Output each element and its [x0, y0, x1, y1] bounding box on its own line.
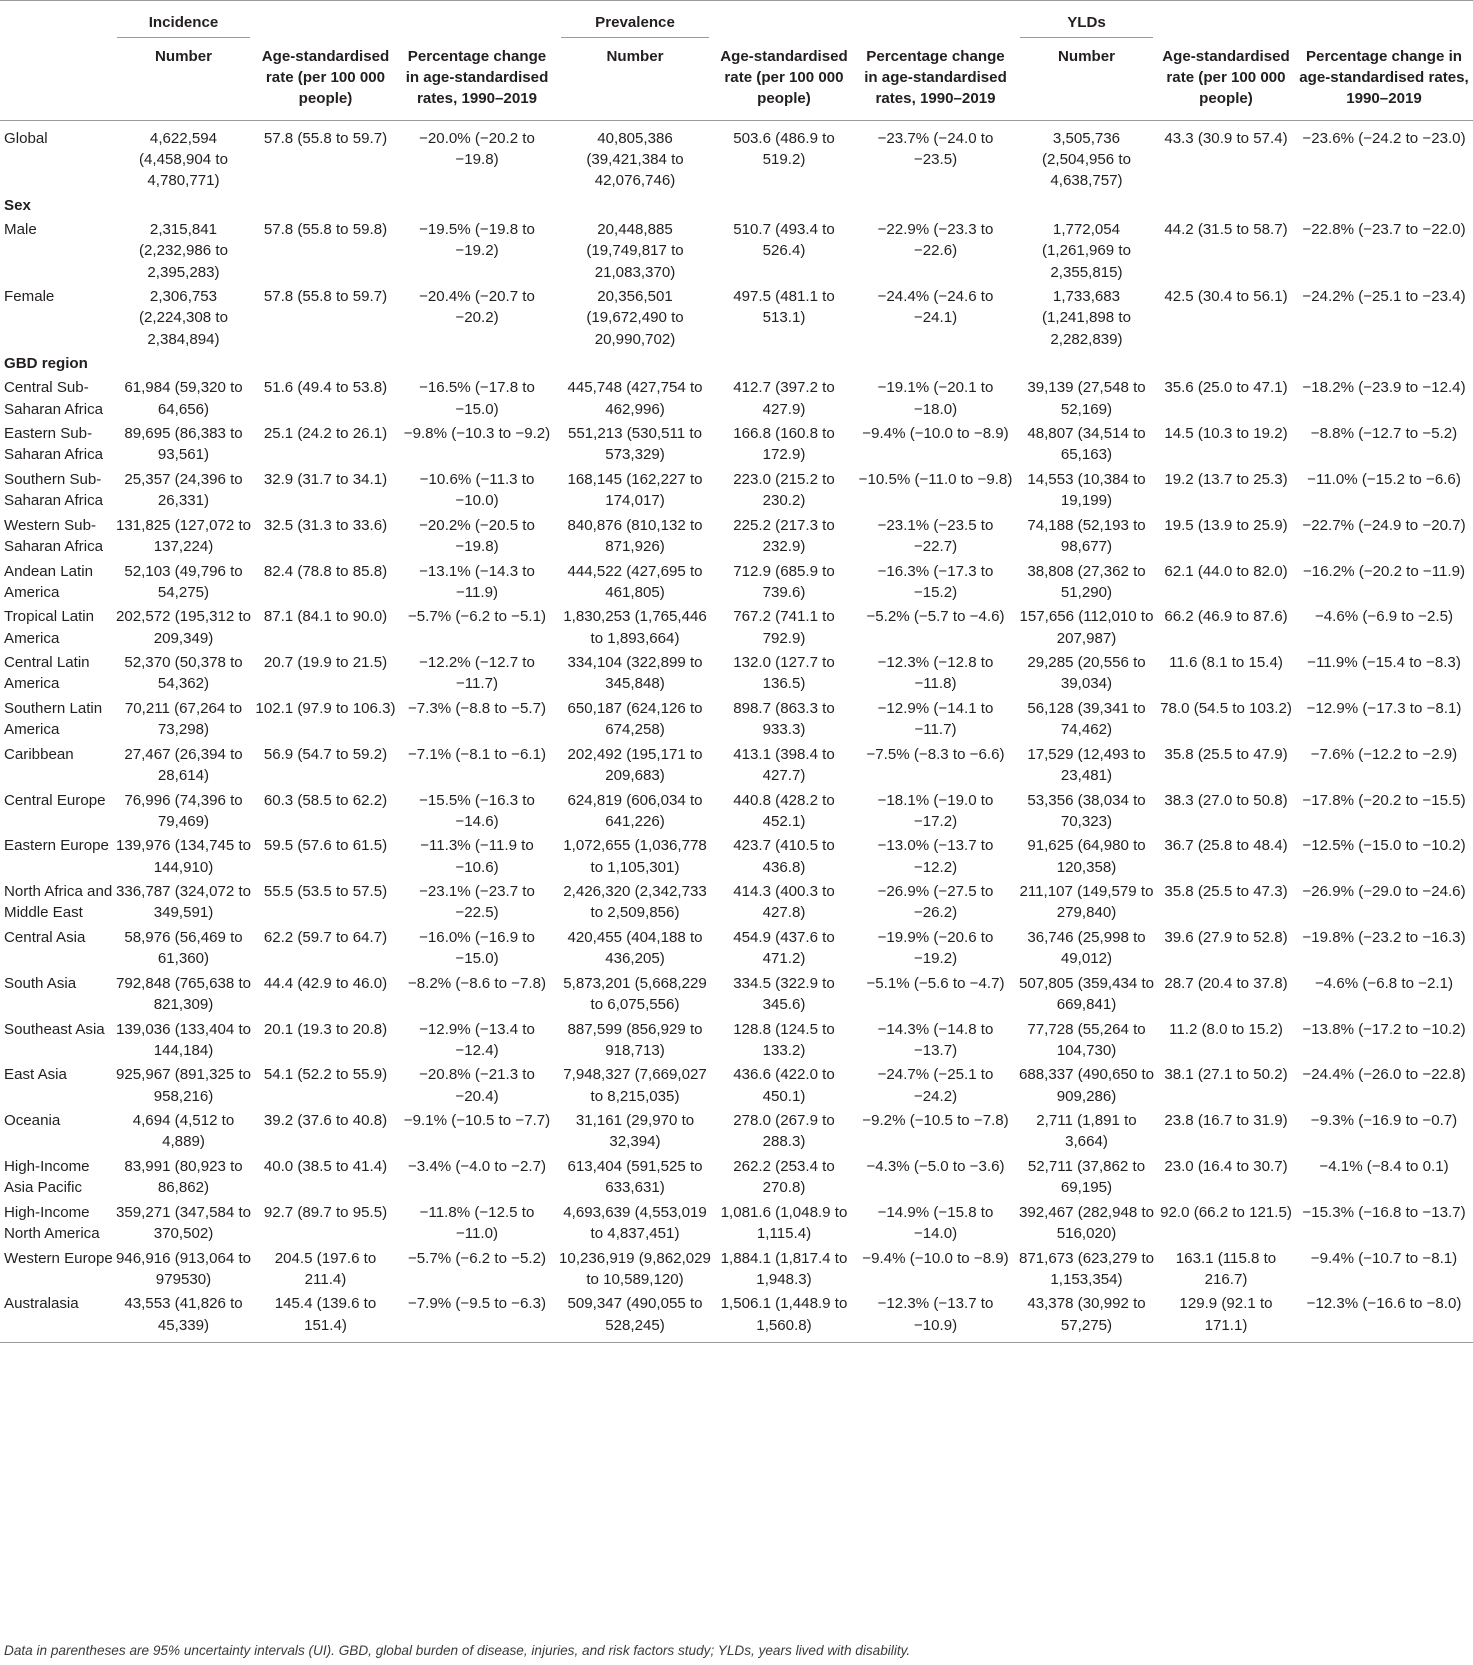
- subheader-row: [0, 38, 1473, 121]
- table-body: [0, 121, 1473, 1343]
- table-row: [0, 973, 1473, 1019]
- table-cell: 40,805,386 (39,421,384 to 42,076,746): [586, 130, 684, 190]
- group-header-row: [0, 1, 1473, 39]
- row-label: Global: [4, 130, 48, 147]
- section-label: Sex: [4, 197, 31, 214]
- row-label: East Asia: [4, 1066, 67, 1084]
- table-cell: −20.0% (−20.2 to −19.8): [419, 130, 535, 169]
- table-cell: −22.9% (−23.3 to −22.6): [877, 221, 994, 260]
- table-cell: 10,236,919 (9,862,029 to 10,589,120): [559, 1249, 711, 1288]
- table-cell: 925,967 (891,325 to 958,216): [115, 1066, 252, 1105]
- table-cell: 211,107 (149,579 to 279,840): [1019, 883, 1154, 922]
- table-cell: 25,357 (24,396 to 26,331): [124, 471, 243, 510]
- table-cell: 7,948,327 (7,669,027 to 8,215,035): [563, 1066, 707, 1105]
- table-cell: 168,145 (162,227 to 174,017): [567, 471, 703, 510]
- subheader-ylds-change: Percentage change in age-standardised rates, 1990–2019: [1295, 38, 1473, 121]
- row-label: Central Europe: [4, 791, 106, 809]
- table-cell: −12.9% (−13.4 to −12.4): [419, 1020, 535, 1059]
- table-cell: 92.7 (89.7 to 95.5): [263, 1203, 388, 1221]
- table-cell: −12.9% (−14.1 to −11.7): [877, 699, 994, 739]
- table-cell: 36,746 (25,998 to 49,012): [1027, 928, 1146, 968]
- row-label: Western Europe: [4, 1249, 113, 1267]
- table-cell: −12.9% (−17.3 to −8.1): [1306, 699, 1462, 717]
- table-cell: 76,996 (74,396 to 79,469): [124, 791, 243, 830]
- table-cell: 25.1 (24.2 to 26.1): [263, 425, 388, 443]
- table-cell: −15.5% (−16.3 to −14.6): [419, 791, 535, 830]
- table-cell: 712.9 (685.9 to 739.6): [733, 562, 835, 601]
- table-cell: 129.9 (92.1 to 171.1): [1157, 1293, 1295, 1342]
- row-label: Southern Sub-Saharan Africa: [4, 471, 104, 510]
- table-cell: −12.3% (−16.6 to −8.0): [1295, 1293, 1473, 1342]
- table-cell: −14.3% (−14.8 to −13.7): [877, 1020, 994, 1059]
- table-cell: −9.4% (−10.7 to −8.1): [1310, 1249, 1458, 1267]
- table-cell: 1,733,683 (1,241,898 to 2,282,839): [1042, 288, 1131, 348]
- row-label: High-Income North America: [4, 1203, 100, 1242]
- table-cell: 131,825 (127,072 to 137,224): [115, 516, 252, 555]
- subheader-prevalence-change: Percentage change in age-standardised rates, 1990–2019: [855, 38, 1016, 121]
- table-cell: 898.7 (863.3 to 933.3): [733, 699, 835, 739]
- table-row: [0, 652, 1473, 698]
- table-cell: 77,728 (55,264 to 104,730): [1027, 1020, 1146, 1059]
- table-cell: 613,404 (591,525 to 633,631): [567, 1157, 703, 1197]
- table-cell: 262.2 (253.4 to 270.8): [733, 1157, 835, 1197]
- table-cell: 139,036 (133,404 to 144,184): [115, 1020, 252, 1059]
- table-cell: −26.9% (−29.0 to −24.6): [1302, 883, 1466, 901]
- table-cell: −24.4% (−26.0 to −22.8): [1302, 1066, 1466, 1084]
- table-cell: 510.7 (493.4 to 526.4): [733, 221, 835, 260]
- table-cell: −10.6% (−11.3 to −10.0): [419, 471, 535, 510]
- table-cell: 497.5 (481.1 to 513.1): [733, 288, 835, 327]
- table-cell: −9.4% (−10.0 to −8.9): [862, 1249, 1009, 1267]
- table-cell: −4.6% (−6.8 to −2.1): [1314, 974, 1454, 992]
- table-cell: 78.0 (54.5 to 103.2): [1160, 699, 1292, 717]
- table-cell: 444,522 (427,695 to 461,805): [567, 562, 703, 601]
- table-cell: −8.2% (−8.6 to −7.8): [407, 974, 547, 992]
- table-cell: 11.6 (8.1 to 15.4): [1169, 654, 1283, 672]
- table-row: [0, 219, 1473, 286]
- row-label: Central Latin America: [4, 654, 90, 693]
- table-cell: −23.7% (−24.0 to −23.5): [877, 130, 994, 169]
- table-cell: −4.3% (−5.0 to −3.6): [866, 1157, 1005, 1175]
- table-cell: −24.7% (−25.1 to −24.2): [877, 1066, 994, 1105]
- table-row: [0, 377, 1473, 423]
- table-row: [0, 423, 1473, 469]
- table-cell: −9.8% (−10.3 to −9.2): [403, 425, 551, 443]
- table-cell: 4,693,639 (4,553,019 to 4,837,451): [563, 1203, 707, 1242]
- table-cell: 48,807 (34,514 to 65,163): [1027, 425, 1146, 464]
- table-cell: −16.0% (−16.9 to −15.0): [419, 928, 535, 968]
- table-cell: 91,625 (64,980 to 120,358): [1027, 837, 1146, 876]
- table-cell: 20,448,885 (19,749,817 to 21,083,370): [586, 221, 684, 281]
- table-cell: −20.4% (−20.7 to −20.2): [419, 288, 535, 327]
- table-cell: 871,673 (623,279 to 1,153,354): [1018, 1249, 1155, 1288]
- row-label: Male: [4, 221, 37, 239]
- table-cell: 163.1 (115.8 to 216.7): [1175, 1249, 1277, 1288]
- subheader-ylds-rate: Age-standardised rate (per 100 000 people): [1157, 38, 1295, 121]
- table-cell: 39.6 (27.9 to 52.8): [1164, 928, 1288, 946]
- table-cell: −10.5% (−11.0 to −9.8): [858, 471, 1013, 488]
- table-cell: 35.8 (25.5 to 47.9): [1164, 745, 1288, 763]
- row-label: Southern Latin America: [4, 699, 103, 739]
- table-cell: −23.1% (−23.5 to −22.7): [877, 516, 994, 555]
- table-cell: 223.0 (215.2 to 230.2): [733, 471, 835, 510]
- table-cell: 14.5 (10.3 to 19.2): [1164, 425, 1288, 443]
- table-cell: 43.3 (30.9 to 57.4): [1164, 130, 1288, 147]
- table-cell: 157,656 (112,010 to 207,987): [1019, 608, 1154, 647]
- group-header-incidence: Incidence: [113, 1, 254, 39]
- table-cell: 57.8 (55.8 to 59.7): [263, 130, 388, 147]
- subheader-prevalence-rate: Age-standardised rate (per 100 000 people): [713, 38, 855, 121]
- table-cell: 420,455 (404,188 to 436,205): [567, 928, 703, 968]
- table-cell: −16.2% (−20.2 to −11.9): [1302, 562, 1466, 580]
- table-cell: −24.4% (−24.6 to −24.1): [877, 288, 994, 327]
- table-row: [0, 1202, 1473, 1248]
- table-cell: 35.6 (25.0 to 47.1): [1164, 379, 1288, 397]
- row-label: Central Sub-Saharan Africa: [4, 379, 104, 418]
- table-cell: −13.1% (−14.3 to −11.9): [419, 562, 535, 601]
- table-row: [0, 1064, 1473, 1110]
- table-cell: 70,211 (67,264 to 73,298): [124, 699, 243, 739]
- table-cell: −5.1% (−5.6 to −4.7): [866, 974, 1005, 992]
- table-row: [0, 927, 1473, 973]
- table-row: [0, 1156, 1473, 1202]
- table-cell: −11.8% (−12.5 to −11.0): [419, 1203, 535, 1242]
- table-cell: −7.3% (−8.8 to −5.7): [407, 699, 547, 717]
- table-cell: 87.1 (84.1 to 90.0): [263, 608, 388, 626]
- row-label: Caribbean: [4, 745, 74, 763]
- table-cell: 42.5 (30.4 to 56.1): [1164, 288, 1288, 306]
- table-row: [0, 121, 1473, 196]
- table-row: [0, 698, 1473, 744]
- table-cell: 334,104 (322,899 to 345,848): [567, 654, 703, 693]
- row-label: Western Sub-Saharan Africa: [4, 516, 104, 555]
- row-label: Oceania: [4, 1112, 61, 1130]
- table-row: [0, 1110, 1473, 1156]
- table-cell: 392,467 (282,948 to 516,020): [1018, 1203, 1155, 1242]
- table-cell: 52,711 (37,862 to 69,195): [1027, 1157, 1146, 1197]
- table-cell: 44.4 (42.9 to 46.0): [263, 974, 388, 992]
- table-cell: −19.8% (−23.2 to −16.3): [1302, 928, 1466, 946]
- table-cell: 14,553 (10,384 to 19,199): [1027, 471, 1146, 510]
- table-cell: −12.2% (−12.7 to −11.7): [419, 654, 535, 693]
- row-label: High-Income Asia Pacific: [4, 1157, 90, 1197]
- table-cell: 44.2 (31.5 to 58.7): [1164, 221, 1288, 239]
- row-label: North Africa and Middle East: [4, 883, 113, 922]
- table-cell: 334.5 (322.9 to 345.6): [733, 974, 835, 1013]
- table-cell: −5.7% (−6.2 to −5.2): [407, 1249, 547, 1267]
- table-cell: −7.9% (−9.5 to −6.3): [397, 1293, 557, 1342]
- table-cell: −18.2% (−23.9 to −12.4): [1302, 379, 1466, 397]
- table-row: [0, 1293, 1473, 1342]
- table-cell: 54.1 (52.2 to 55.9): [263, 1066, 388, 1084]
- table-cell: 887,599 (856,929 to 918,713): [567, 1020, 703, 1059]
- subheader-incidence-number: Number: [113, 38, 254, 121]
- table-cell: 624,819 (606,034 to 641,226): [567, 791, 703, 830]
- table-cell: −11.3% (−11.9 to −10.6): [420, 837, 534, 876]
- table-cell: 17,529 (12,493 to 23,481): [1027, 745, 1146, 784]
- subheader-prevalence-number: Number: [557, 38, 713, 121]
- table-cell: −13.8% (−17.2 to −10.2): [1302, 1020, 1466, 1038]
- table-cell: 89,695 (86,383 to 93,561): [124, 425, 243, 464]
- table-cell: 2,711 (1,891 to 3,664): [1036, 1112, 1137, 1151]
- table-cell: −3.4% (−4.0 to −2.7): [407, 1157, 547, 1175]
- subheader-ylds-number: Number: [1016, 38, 1157, 121]
- table-cell: −7.1% (−8.1 to −6.1): [407, 745, 547, 763]
- table-cell: 19.2 (13.7 to 25.3): [1164, 471, 1288, 488]
- table-cell: 19.5 (13.9 to 25.9): [1164, 516, 1288, 534]
- table-cell: −24.2% (−25.1 to −23.4): [1302, 288, 1466, 306]
- table-cell: −4.6% (−6.9 to −2.5): [1314, 608, 1454, 626]
- table-cell: 202,492 (195,171 to 209,683): [567, 745, 703, 784]
- table-cell: −5.2% (−5.7 to −4.6): [866, 608, 1005, 626]
- table-cell: 11.2 (8.0 to 15.2): [1169, 1020, 1283, 1038]
- table-cell: 2,315,841 (2,232,986 to 2,395,283): [139, 221, 228, 281]
- table-cell: 36.7 (25.8 to 48.4): [1164, 837, 1288, 855]
- table-cell: 43,378 (30,992 to 57,275): [1016, 1293, 1157, 1342]
- table-cell: 2,306,753 (2,224,308 to 2,384,894): [139, 288, 228, 348]
- table-header: [0, 1, 1473, 121]
- table-cell: 336,787 (324,072 to 349,591): [115, 883, 252, 922]
- table-cell: 204.5 (197.6 to 211.4): [274, 1249, 377, 1288]
- table-cell: −12.5% (−15.0 to −10.2): [1302, 837, 1466, 855]
- table-cell: 43,553 (41,826 to 45,339): [113, 1293, 254, 1342]
- table-row: [0, 1019, 1473, 1065]
- table-cell: 56,128 (39,341 to 74,462): [1027, 699, 1146, 739]
- table-cell: 132.0 (127.7 to 136.5): [733, 654, 835, 693]
- table-cell: 4,622,594 (4,458,904 to 4,780,771): [139, 130, 228, 190]
- table-cell: 57.8 (55.8 to 59.7): [263, 288, 388, 306]
- table-cell: 56.9 (54.7 to 59.2): [263, 745, 388, 763]
- section-label: GBD region: [4, 355, 88, 373]
- table-cell: −9.4% (−10.0 to −8.9): [862, 425, 1009, 443]
- table-cell: −19.9% (−20.6 to −19.2): [877, 928, 994, 968]
- table-cell: −14.9% (−15.8 to −14.0): [877, 1203, 994, 1242]
- table-cell: 35.8 (25.5 to 47.3): [1164, 883, 1288, 901]
- table-cell: 62.1 (44.0 to 82.0): [1164, 562, 1288, 580]
- table-cell: 650,187 (624,126 to 674,258): [567, 699, 703, 739]
- table-cell: −9.3% (−16.9 to −0.7): [1310, 1112, 1458, 1130]
- table-cell: 202,572 (195,312 to 209,349): [115, 608, 252, 647]
- table-cell: 40.0 (38.5 to 41.4): [263, 1157, 388, 1175]
- table-cell: 38.3 (27.0 to 50.8): [1164, 791, 1288, 809]
- table-cell: 225.2 (217.3 to 232.9): [733, 516, 835, 555]
- table-cell: 92.0 (66.2 to 121.5): [1160, 1203, 1292, 1221]
- table-row: [0, 286, 1473, 353]
- table-cell: 2,426,320 (2,342,733 to 2,509,856): [563, 883, 707, 922]
- table-cell: −22.8% (−23.7 to −22.0): [1302, 221, 1466, 239]
- table-cell: −20.8% (−21.3 to −20.4): [419, 1066, 535, 1105]
- table-cell: −7.5% (−8.3 to −6.6): [866, 745, 1005, 763]
- table-cell: 128.8 (124.5 to 133.2): [733, 1020, 835, 1059]
- table-cell: 166.8 (160.8 to 172.9): [733, 425, 835, 464]
- table-cell: −19.5% (−19.8 to −19.2): [419, 221, 535, 260]
- table-cell: −23.6% (−24.2 to −23.0): [1302, 130, 1466, 147]
- table-cell: 58,976 (56,469 to 61,360): [124, 928, 243, 968]
- table-cell: 27,467 (26,394 to 28,614): [124, 745, 243, 784]
- table-cell: −17.8% (−20.2 to −15.5): [1302, 791, 1466, 809]
- table-cell: 83,991 (80,923 to 86,862): [124, 1157, 243, 1197]
- row-label: Southeast Asia: [4, 1020, 105, 1038]
- table-row: [0, 1248, 1473, 1294]
- table-footnote: Data in parentheses are 95% uncertainty intervals (UI). GBD, global burden of disease, injuries, and risk factors study; YLDs, years lived with disability.: [4, 1643, 911, 1658]
- table-cell: 278.0 (267.9 to 288.3): [733, 1112, 835, 1151]
- table-row: [0, 835, 1473, 881]
- table-cell: 53,356 (38,034 to 70,323): [1027, 791, 1146, 830]
- table-cell: 39.2 (37.6 to 40.8): [263, 1112, 388, 1130]
- table-cell: −12.3% (−13.7 to −10.9): [855, 1293, 1016, 1342]
- row-label: Female: [4, 288, 55, 306]
- table-row: [0, 744, 1473, 790]
- table-cell: 23.8 (16.7 to 31.9): [1164, 1112, 1288, 1130]
- table-cell: 52,103 (49,796 to 54,275): [124, 562, 243, 601]
- table-cell: −9.1% (−10.5 to −7.7): [403, 1112, 551, 1130]
- table-cell: 139,976 (134,745 to 144,910): [115, 837, 252, 876]
- table-cell: 20,356,501 (19,672,490 to 20,990,702): [586, 288, 684, 348]
- table-cell: 20.7 (19.9 to 21.5): [263, 654, 388, 672]
- table-row: [0, 469, 1473, 515]
- table-cell: 31,161 (29,970 to 32,394): [575, 1112, 695, 1151]
- table-row: [0, 561, 1473, 607]
- table-cell: 4,694 (4,512 to 4,889): [132, 1112, 235, 1151]
- table-row: [0, 881, 1473, 927]
- table-cell: 440.8 (428.2 to 452.1): [733, 791, 835, 830]
- table-cell: −4.1% (−8.4 to 0.1): [1319, 1157, 1449, 1175]
- table-cell: −18.1% (−19.0 to −17.2): [877, 791, 994, 830]
- table-cell: −9.2% (−10.5 to −7.8): [862, 1112, 1009, 1130]
- table-cell: 38,808 (27,362 to 51,290): [1027, 562, 1146, 601]
- table-cell: −12.3% (−12.8 to −11.8): [877, 654, 994, 693]
- table-cell: 792,848 (765,638 to 821,309): [115, 974, 252, 1013]
- table-cell: 74,188 (52,193 to 98,677): [1027, 516, 1146, 555]
- table-cell: 509,347 (490,055 to 528,245): [557, 1293, 713, 1342]
- table-cell: 55.5 (53.5 to 57.5): [263, 883, 388, 901]
- table-cell: −5.7% (−6.2 to −5.1): [407, 608, 547, 626]
- section-header-row: [0, 353, 1473, 377]
- table-row: [0, 790, 1473, 836]
- table-cell: 57.8 (55.8 to 59.8): [263, 221, 388, 239]
- table-cell: 413.1 (398.4 to 427.7): [733, 745, 835, 784]
- table-cell: 145.4 (139.6 to 151.4): [254, 1293, 397, 1342]
- table-cell: −16.5% (−17.8 to −15.0): [419, 379, 535, 418]
- table-cell: 62.2 (59.7 to 64.7): [263, 928, 388, 946]
- table-cell: 1,072,655 (1,036,778 to 1,105,301): [563, 837, 707, 876]
- table-cell: −20.2% (−20.5 to −19.8): [419, 516, 535, 555]
- table-cell: 3,505,736 (2,504,956 to 4,638,757): [1042, 130, 1131, 190]
- table-cell: −7.6% (−12.2 to −2.9): [1310, 745, 1458, 763]
- table-cell: 60.3 (58.5 to 62.2): [263, 791, 388, 809]
- table-cell: 1,884.1 (1,817.4 to 1,948.3): [720, 1249, 848, 1288]
- corner-cell: [0, 1, 113, 39]
- table-cell: 414.3 (400.3 to 427.8): [733, 883, 835, 922]
- table-cell: 28.7 (20.4 to 37.8): [1164, 974, 1288, 992]
- table-row: [0, 606, 1473, 652]
- table-cell: 445,748 (427,754 to 462,996): [567, 379, 703, 418]
- table-cell: −11.9% (−15.4 to −8.3): [1307, 654, 1461, 672]
- table-cell: −15.3% (−16.8 to −13.7): [1302, 1203, 1466, 1221]
- table-cell: −19.1% (−20.1 to −18.0): [877, 379, 994, 418]
- row-label: Australasia: [0, 1293, 113, 1342]
- row-label: Tropical Latin America: [4, 608, 95, 647]
- table-cell: 551,213 (530,511 to 573,329): [567, 425, 702, 464]
- table-cell: −26.9% (−27.5 to −26.2): [877, 883, 994, 922]
- table-cell: 39,139 (27,548 to 52,169): [1027, 379, 1146, 418]
- table-cell: 359,271 (347,584 to 370,502): [115, 1203, 252, 1242]
- group-header-prevalence: Prevalence: [557, 1, 713, 39]
- table-cell: 32.5 (31.3 to 33.6): [263, 516, 388, 534]
- table-cell: 23.0 (16.4 to 30.7): [1164, 1157, 1288, 1175]
- table-cell: 840,876 (810,132 to 871,926): [567, 516, 703, 555]
- row-label: Andean Latin America: [4, 562, 93, 601]
- subheader-incidence-rate: Age-standardised rate (per 100 000 people): [254, 38, 397, 121]
- table-cell: −13.0% (−13.7 to −12.2): [877, 837, 994, 876]
- table-cell: −8.8% (−12.7 to −5.2): [1310, 425, 1458, 443]
- table-cell: −16.3% (−17.3 to −15.2): [877, 562, 994, 601]
- subheader-incidence-change: Percentage change in age-standardised rates, 1990–2019: [397, 38, 557, 121]
- table-cell: 767.2 (741.1 to 792.9): [733, 608, 835, 647]
- table-cell: 423.7 (410.5 to 436.8): [733, 837, 835, 876]
- table-cell: 412.7 (397.2 to 427.9): [733, 379, 835, 418]
- table-cell: 507,805 (359,434 to 669,841): [1018, 974, 1155, 1013]
- table-cell: 1,081.6 (1,048.9 to 1,115.4): [720, 1203, 848, 1242]
- table-cell: 20.1 (19.3 to 20.8): [263, 1020, 388, 1038]
- section-header-row: [0, 195, 1473, 219]
- table-cell: 946,916 (913,064 to 979530): [115, 1249, 252, 1288]
- table-cell: −23.1% (−23.7 to −22.5): [419, 883, 535, 922]
- table-cell: 38.1 (27.1 to 50.2): [1164, 1066, 1288, 1084]
- table-cell: 61,984 (59,320 to 64,656): [124, 379, 243, 418]
- row-label: Central Asia: [4, 928, 86, 946]
- table-cell: 51.6 (49.4 to 53.8): [263, 379, 388, 397]
- table-cell: 688,337 (490,650 to 909,286): [1018, 1066, 1155, 1105]
- table-cell: 436.6 (422.0 to 450.1): [733, 1066, 835, 1105]
- table-cell: 1,772,054 (1,261,969 to 2,355,815): [1042, 221, 1131, 281]
- table-cell: 29,285 (20,556 to 39,034): [1027, 654, 1146, 693]
- table-cell: 1,506.1 (1,448.9 to 1,560.8): [713, 1293, 855, 1342]
- row-label: Eastern Sub-Saharan Africa: [4, 425, 104, 464]
- table-cell: 102.1 (97.9 to 106.3): [255, 699, 396, 717]
- table-cell: 59.5 (57.6 to 61.5): [263, 837, 388, 855]
- table-cell: 32.9 (31.7 to 34.1): [263, 471, 388, 488]
- table-cell: −22.7% (−24.9 to −20.7): [1302, 516, 1466, 534]
- table-cell: 66.2 (46.9 to 87.6): [1164, 608, 1288, 626]
- group-header-ylds: YLDs: [1016, 1, 1157, 39]
- table-cell: 52,370 (50,378 to 54,362): [124, 654, 243, 693]
- row-label: Eastern Europe: [4, 837, 109, 855]
- table-cell: 1,830,253 (1,765,446 to 1,893,664): [563, 608, 707, 647]
- table-cell: 503.6 (486.9 to 519.2): [733, 130, 835, 169]
- table-cell: 454.9 (437.6 to 471.2): [733, 928, 835, 968]
- table-cell: 82.4 (78.8 to 85.8): [263, 562, 388, 580]
- table-cell: 5,873,201 (5,668,229 to 6,075,556): [563, 974, 707, 1013]
- row-label: South Asia: [4, 974, 77, 992]
- table-row: [0, 515, 1473, 561]
- table-cell: −11.0% (−15.2 to −6.6): [1307, 471, 1461, 488]
